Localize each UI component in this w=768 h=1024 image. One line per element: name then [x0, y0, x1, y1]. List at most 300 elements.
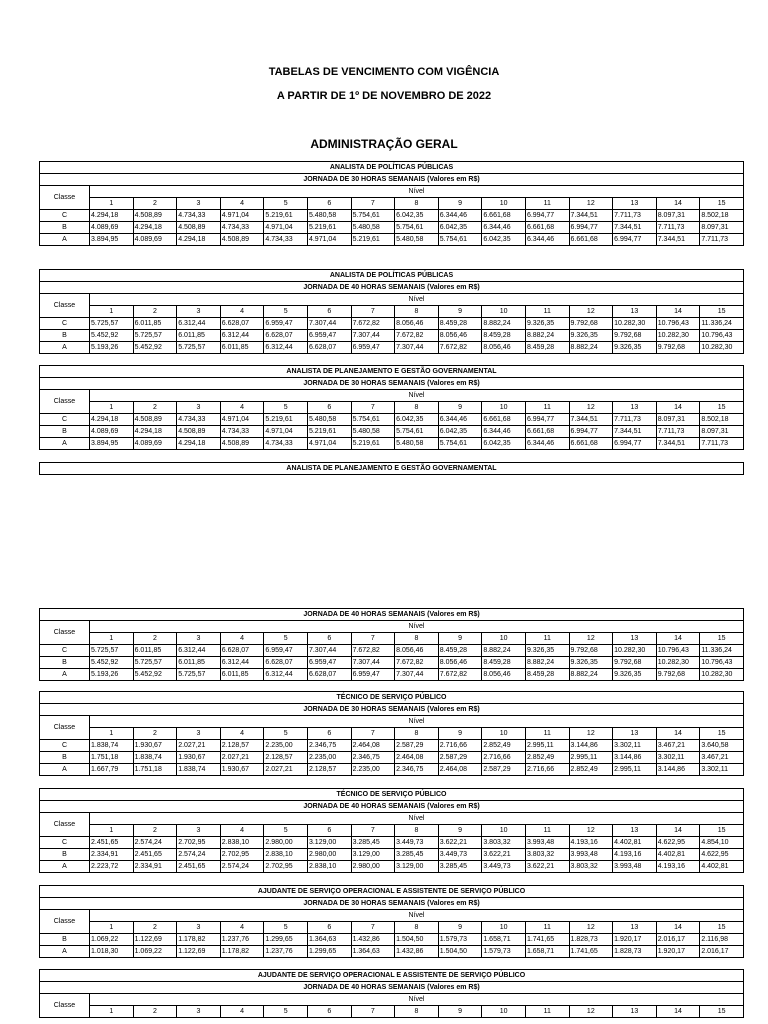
- class-label: B: [40, 426, 90, 438]
- salary-value: 6.011,85: [177, 330, 221, 342]
- level-numbers-row: [40, 633, 744, 645]
- salary-value: 1.658,71: [525, 946, 569, 958]
- level-number: 11: [525, 633, 569, 645]
- salary-value: 10.282,30: [656, 330, 700, 342]
- salary-value: 4.089,69: [90, 222, 134, 234]
- table-title-row: [40, 789, 744, 801]
- salary-value: 6.661,68: [482, 210, 526, 222]
- salary-value: 4.508,89: [133, 414, 177, 426]
- level-numbers-row: [40, 728, 744, 740]
- salary-value: 2.027,21: [220, 752, 264, 764]
- level-number: 15: [700, 1006, 744, 1018]
- table-row: [40, 342, 744, 354]
- nivel-header: Nível: [90, 813, 744, 825]
- salary-value: 10.796,43: [700, 657, 744, 669]
- level-number: 14: [656, 198, 700, 210]
- salary-value: 3.144,86: [656, 764, 700, 776]
- level-number: 12: [569, 728, 613, 740]
- salary-value: 3.449,73: [395, 837, 439, 849]
- salary-value: 3.285,45: [438, 861, 482, 873]
- salary-value: 7.307,44: [307, 318, 351, 330]
- level-number: 9: [438, 402, 482, 414]
- level-number: 3: [177, 1006, 221, 1018]
- salary-value: 5.452,92: [133, 342, 177, 354]
- table-row: [40, 438, 744, 450]
- level-number: 12: [569, 825, 613, 837]
- class-label: C: [40, 645, 90, 657]
- salary-value: 1.838,74: [90, 740, 134, 752]
- salary-value: 2.980,00: [307, 849, 351, 861]
- level-number: 5: [264, 633, 308, 645]
- salary-value: 6.011,85: [133, 645, 177, 657]
- salary-value: 8.097,31: [656, 414, 700, 426]
- salary-value: 4.854,10: [700, 837, 744, 849]
- table-subtitle-row: [40, 704, 744, 716]
- level-number: 15: [700, 198, 744, 210]
- salary-value: 6.994,77: [569, 426, 613, 438]
- level-number: 5: [264, 402, 308, 414]
- salary-value: 7.344,51: [569, 414, 613, 426]
- level-number: 14: [656, 728, 700, 740]
- level-number: 14: [656, 825, 700, 837]
- level-number: 6: [307, 402, 351, 414]
- salary-value: 4.294,18: [133, 222, 177, 234]
- salary-value: 6.661,68: [569, 234, 613, 246]
- level-number: 4: [220, 1006, 264, 1018]
- salary-value: 7.307,44: [351, 330, 395, 342]
- table-row: [40, 946, 744, 958]
- level-number: 5: [264, 306, 308, 318]
- table-subtitle-row: [40, 282, 744, 294]
- salary-value: 6.959,47: [307, 330, 351, 342]
- salary-value: 7.711,73: [613, 414, 657, 426]
- table-row: [40, 669, 744, 681]
- class-label: A: [40, 764, 90, 776]
- salary-value: 2.451,65: [90, 837, 134, 849]
- salary-value: 1.432,86: [351, 934, 395, 946]
- salary-value: 8.056,46: [438, 330, 482, 342]
- level-number: 5: [264, 728, 308, 740]
- salary-value: 6.661,68: [525, 426, 569, 438]
- salary-value: 3.285,45: [395, 849, 439, 861]
- salary-value: 3.640,58: [700, 740, 744, 752]
- salary-value: 2.334,91: [90, 849, 134, 861]
- salary-value: 3.803,32: [525, 849, 569, 861]
- salary-value: 3.129,00: [307, 837, 351, 849]
- level-number: 14: [656, 402, 700, 414]
- salary-value: 2.702,95: [220, 849, 264, 861]
- salary-table: [39, 885, 744, 958]
- salary-value: 8.056,46: [482, 342, 526, 354]
- class-label: A: [40, 342, 90, 354]
- level-number: 1: [90, 1006, 134, 1018]
- salary-value: 3.622,21: [482, 849, 526, 861]
- level-number: 4: [220, 633, 264, 645]
- table-row: [40, 740, 744, 752]
- level-numbers-row: [40, 198, 744, 210]
- level-number: 9: [438, 922, 482, 934]
- salary-value: 4.294,18: [177, 234, 221, 246]
- salary-value: 8.502,18: [700, 210, 744, 222]
- salary-value: 9.792,68: [613, 330, 657, 342]
- salary-value: 5.480,58: [351, 426, 395, 438]
- salary-value: 4.508,89: [133, 210, 177, 222]
- level-number: 1: [90, 922, 134, 934]
- salary-value: 1.178,82: [220, 946, 264, 958]
- salary-value: 3.993,48: [613, 861, 657, 873]
- table-subtitle-row: [40, 898, 744, 910]
- level-number: 8: [395, 198, 439, 210]
- level-number: 10: [482, 728, 526, 740]
- table-subtitle-row: [40, 378, 744, 390]
- level-number: 7: [351, 633, 395, 645]
- table-subtitle: JORNADA DE 30 HORAS SEMANAIS (Valores em R$): [40, 704, 744, 716]
- class-label: B: [40, 330, 90, 342]
- salary-value: 8.882,24: [482, 645, 526, 657]
- salary-value: 1.828,73: [569, 934, 613, 946]
- salary-value: 2.838,10: [220, 837, 264, 849]
- salary-value: 1.838,74: [177, 764, 221, 776]
- salary-value: 2.116,98: [700, 934, 744, 946]
- level-number: 8: [395, 922, 439, 934]
- salary-value: 8.097,31: [656, 210, 700, 222]
- level-number: 3: [177, 825, 221, 837]
- level-number: 1: [90, 728, 134, 740]
- salary-value: 2.587,29: [438, 752, 482, 764]
- salary-value: 5.219,61: [351, 234, 395, 246]
- salary-value: 5.754,61: [351, 210, 395, 222]
- level-number: 7: [351, 1006, 395, 1018]
- salary-value: 6.312,44: [177, 318, 221, 330]
- salary-value: 4.971,04: [220, 210, 264, 222]
- level-number: 15: [700, 825, 744, 837]
- salary-value: 6.959,47: [351, 342, 395, 354]
- salary-value: 2.128,57: [220, 740, 264, 752]
- level-number: 10: [482, 633, 526, 645]
- salary-value: 10.796,43: [656, 645, 700, 657]
- classe-header: Classe: [40, 294, 90, 318]
- table-title: ANALISTA DE PLANEJAMENTO E GESTÃO GOVERNAMENTAL: [40, 366, 744, 378]
- salary-value: 9.326,35: [525, 318, 569, 330]
- salary-value: 1.069,22: [90, 934, 134, 946]
- level-number: 8: [395, 825, 439, 837]
- salary-value: 7.711,73: [656, 426, 700, 438]
- level-number: 2: [133, 633, 177, 645]
- salary-value: 3.803,32: [482, 837, 526, 849]
- salary-value: 5.219,61: [264, 210, 308, 222]
- level-header-row: [40, 186, 744, 198]
- salary-value: 6.312,44: [220, 657, 264, 669]
- classe-header: Classe: [40, 716, 90, 740]
- level-number: 15: [700, 306, 744, 318]
- salary-value: 10.282,30: [613, 318, 657, 330]
- level-number: 11: [525, 306, 569, 318]
- salary-value: 6.344,46: [482, 222, 526, 234]
- salary-value: 4.971,04: [307, 438, 351, 450]
- table-title: ANALISTA DE PLANEJAMENTO E GESTÃO GOVERNAMENTAL: [40, 463, 744, 475]
- salary-value: 8.459,28: [438, 645, 482, 657]
- salary-value: 7.307,44: [395, 342, 439, 354]
- salary-value: 1.299,65: [264, 934, 308, 946]
- level-number: 9: [438, 198, 482, 210]
- salary-value: 1.432,86: [395, 946, 439, 958]
- nivel-header: Nível: [90, 994, 744, 1006]
- salary-value: 3.302,11: [613, 740, 657, 752]
- level-number: 11: [525, 402, 569, 414]
- salary-value: 8.882,24: [525, 330, 569, 342]
- salary-value: 1.751,18: [133, 764, 177, 776]
- level-number: 2: [133, 402, 177, 414]
- class-label: C: [40, 318, 90, 330]
- salary-value: 4.971,04: [264, 222, 308, 234]
- level-number: 9: [438, 1006, 482, 1018]
- salary-value: 4.294,18: [90, 210, 134, 222]
- salary-value: 5.754,61: [438, 234, 482, 246]
- salary-value: 3.993,48: [525, 837, 569, 849]
- table-title-row: [40, 162, 744, 174]
- level-number: 12: [569, 633, 613, 645]
- salary-value: 3.302,11: [656, 752, 700, 764]
- table-subtitle-row: [40, 174, 744, 186]
- salary-value: 7.672,82: [351, 318, 395, 330]
- salary-value: 1.579,73: [438, 934, 482, 946]
- salary-value: 8.056,46: [395, 645, 439, 657]
- level-number: 7: [351, 306, 395, 318]
- salary-value: 6.042,35: [438, 426, 482, 438]
- salary-value: 2.464,08: [395, 752, 439, 764]
- salary-value: 4.402,81: [656, 849, 700, 861]
- table-title: ANALISTA DE POLÍTICAS PÚBLICAS: [40, 270, 744, 282]
- table-title-row: [40, 463, 744, 475]
- level-number: 5: [264, 825, 308, 837]
- table-row: [40, 234, 744, 246]
- salary-value: 6.959,47: [307, 657, 351, 669]
- salary-value: 6.994,77: [569, 222, 613, 234]
- salary-value: 2.464,08: [438, 764, 482, 776]
- salary-value: 9.792,68: [569, 318, 613, 330]
- level-number: 7: [351, 922, 395, 934]
- class-label: A: [40, 234, 90, 246]
- salary-value: 2.995,11: [525, 740, 569, 752]
- salary-value: 3.467,21: [700, 752, 744, 764]
- classe-header: Classe: [40, 813, 90, 837]
- salary-value: 1.930,67: [133, 740, 177, 752]
- salary-value: 3.449,73: [482, 861, 526, 873]
- level-number: 12: [569, 198, 613, 210]
- salary-value: 4.971,04: [307, 234, 351, 246]
- level-number: 10: [482, 922, 526, 934]
- salary-value: 2.716,66: [438, 740, 482, 752]
- salary-value: 8.056,46: [395, 318, 439, 330]
- level-header-row: [40, 294, 744, 306]
- level-number: 6: [307, 825, 351, 837]
- level-number: 10: [482, 198, 526, 210]
- level-number: 10: [482, 306, 526, 318]
- level-number: 13: [613, 728, 657, 740]
- salary-table: [39, 969, 744, 1018]
- salary-value: 1.930,67: [177, 752, 221, 764]
- table-subtitle: JORNADA DE 40 HORAS SEMANAIS (Valores em R$): [40, 609, 744, 621]
- salary-value: 4.089,69: [90, 426, 134, 438]
- salary-value: 6.042,35: [438, 222, 482, 234]
- salary-value: 6.344,46: [525, 234, 569, 246]
- level-number: 12: [569, 1006, 613, 1018]
- salary-value: 3.993,48: [569, 849, 613, 861]
- document-title-line2: A PARTIR DE 1º DE NOVEMBRO DE 2022: [276, 90, 492, 102]
- salary-value: 4.734,33: [220, 426, 264, 438]
- table-title: ANALISTA DE POLÍTICAS PÚBLICAS: [40, 162, 744, 174]
- salary-value: 1.122,69: [177, 946, 221, 958]
- salary-value: 6.312,44: [264, 669, 308, 681]
- level-number: 3: [177, 306, 221, 318]
- salary-value: 6.994,77: [525, 210, 569, 222]
- level-number: 12: [569, 306, 613, 318]
- salary-value: 2.587,29: [395, 740, 439, 752]
- table-subtitle-row: [40, 609, 744, 621]
- salary-value: 4.734,33: [220, 222, 264, 234]
- salary-value: 1.658,71: [482, 934, 526, 946]
- salary-value: 2.980,00: [264, 837, 308, 849]
- level-number: 10: [482, 402, 526, 414]
- salary-value: 1.920,17: [613, 934, 657, 946]
- level-number: 6: [307, 633, 351, 645]
- salary-value: 1.364,63: [351, 946, 395, 958]
- level-number: 1: [90, 825, 134, 837]
- class-label: C: [40, 210, 90, 222]
- salary-value: 6.042,35: [482, 438, 526, 450]
- salary-value: 6.994,77: [613, 234, 657, 246]
- table-subtitle: JORNADA DE 30 HORAS SEMANAIS (Valores em R$): [40, 174, 744, 186]
- salary-value: 7.672,82: [395, 657, 439, 669]
- table-row: [40, 861, 744, 873]
- salary-value: 6.959,47: [264, 645, 308, 657]
- salary-value: 7.307,44: [307, 645, 351, 657]
- level-number: 9: [438, 306, 482, 318]
- level-number: 13: [613, 922, 657, 934]
- salary-value: 6.312,44: [264, 342, 308, 354]
- level-number: 4: [220, 825, 264, 837]
- level-number: 15: [700, 402, 744, 414]
- salary-value: 10.282,30: [700, 342, 744, 354]
- level-number: 7: [351, 198, 395, 210]
- salary-value: 2.016,17: [656, 934, 700, 946]
- level-number: 6: [307, 198, 351, 210]
- level-number: 1: [90, 633, 134, 645]
- level-numbers-row: [40, 402, 744, 414]
- class-label: A: [40, 946, 90, 958]
- salary-value: 8.882,24: [569, 669, 613, 681]
- level-number: 15: [700, 633, 744, 645]
- salary-value: 6.994,77: [613, 438, 657, 450]
- nivel-header: Nível: [90, 390, 744, 402]
- salary-value: 4.508,89: [220, 438, 264, 450]
- salary-value: 7.344,51: [656, 234, 700, 246]
- salary-value: 5.452,92: [133, 669, 177, 681]
- salary-value: 7.711,73: [700, 234, 744, 246]
- salary-value: 3.622,21: [525, 861, 569, 873]
- salary-value: 5.725,57: [177, 669, 221, 681]
- salary-value: 4.734,33: [177, 210, 221, 222]
- salary-value: 7.672,82: [351, 645, 395, 657]
- salary-value: 9.326,35: [613, 669, 657, 681]
- salary-value: 3.449,73: [438, 849, 482, 861]
- class-label: A: [40, 438, 90, 450]
- table-title: AJUDANTE DE SERVIÇO OPERACIONAL E ASSISTENTE DE SERVIÇO PÚBLICO: [40, 970, 744, 982]
- level-header-row: [40, 813, 744, 825]
- salary-value: 4.089,69: [133, 234, 177, 246]
- salary-value: 5.725,57: [90, 318, 134, 330]
- level-number: 14: [656, 922, 700, 934]
- salary-value: 2.346,75: [307, 740, 351, 752]
- table-subtitle: JORNADA DE 30 HORAS SEMANAIS (Valores em R$): [40, 378, 744, 390]
- level-number: 13: [613, 633, 657, 645]
- salary-table: [39, 161, 744, 246]
- salary-value: 6.959,47: [264, 318, 308, 330]
- salary-value: 5.480,58: [307, 210, 351, 222]
- salary-value: 11.336,24: [700, 318, 744, 330]
- level-number: 11: [525, 922, 569, 934]
- table-subtitle-row: [40, 982, 744, 994]
- salary-value: 4.971,04: [264, 426, 308, 438]
- level-number: 2: [133, 306, 177, 318]
- level-number: 13: [613, 1006, 657, 1018]
- salary-value: 6.628,07: [220, 645, 264, 657]
- salary-value: 9.792,68: [656, 669, 700, 681]
- level-number: 2: [133, 922, 177, 934]
- salary-value: 6.628,07: [264, 657, 308, 669]
- salary-value: 7.672,82: [438, 669, 482, 681]
- salary-value: 7.307,44: [395, 669, 439, 681]
- salary-value: 7.344,51: [613, 222, 657, 234]
- salary-value: 6.661,68: [525, 222, 569, 234]
- level-numbers-row: [40, 306, 744, 318]
- level-number: 13: [613, 306, 657, 318]
- table-row: [40, 210, 744, 222]
- salary-value: 11.336,24: [700, 645, 744, 657]
- table-row: [40, 752, 744, 764]
- table-subtitle: JORNADA DE 40 HORAS SEMANAIS (Valores em R$): [40, 801, 744, 813]
- nivel-header: Nível: [90, 910, 744, 922]
- salary-value: 2.235,00: [264, 740, 308, 752]
- salary-value: 2.223,72: [90, 861, 134, 873]
- level-number: 2: [133, 198, 177, 210]
- salary-value: 1.667,79: [90, 764, 134, 776]
- salary-value: 9.792,68: [613, 657, 657, 669]
- salary-value: 6.344,46: [482, 426, 526, 438]
- salary-value: 5.754,61: [351, 414, 395, 426]
- level-number: 9: [438, 633, 482, 645]
- level-number: 2: [133, 1006, 177, 1018]
- salary-value: 8.459,28: [525, 342, 569, 354]
- salary-value: 1.504,50: [395, 934, 439, 946]
- level-number: 4: [220, 922, 264, 934]
- salary-value: 6.011,85: [220, 342, 264, 354]
- classe-header: Classe: [40, 910, 90, 934]
- salary-value: 1.920,17: [656, 946, 700, 958]
- salary-value: 8.502,18: [700, 414, 744, 426]
- salary-value: 6.344,46: [438, 414, 482, 426]
- salary-value: 1.579,73: [482, 946, 526, 958]
- salary-value: 4.622,95: [700, 849, 744, 861]
- salary-value: 5.452,92: [90, 330, 134, 342]
- classe-header: Classe: [40, 994, 90, 1018]
- salary-value: 7.711,73: [700, 438, 744, 450]
- salary-value: 4.622,95: [656, 837, 700, 849]
- level-number: 12: [569, 922, 613, 934]
- level-number: 1: [90, 402, 134, 414]
- salary-value: 4.294,18: [90, 414, 134, 426]
- nivel-header: Nível: [90, 716, 744, 728]
